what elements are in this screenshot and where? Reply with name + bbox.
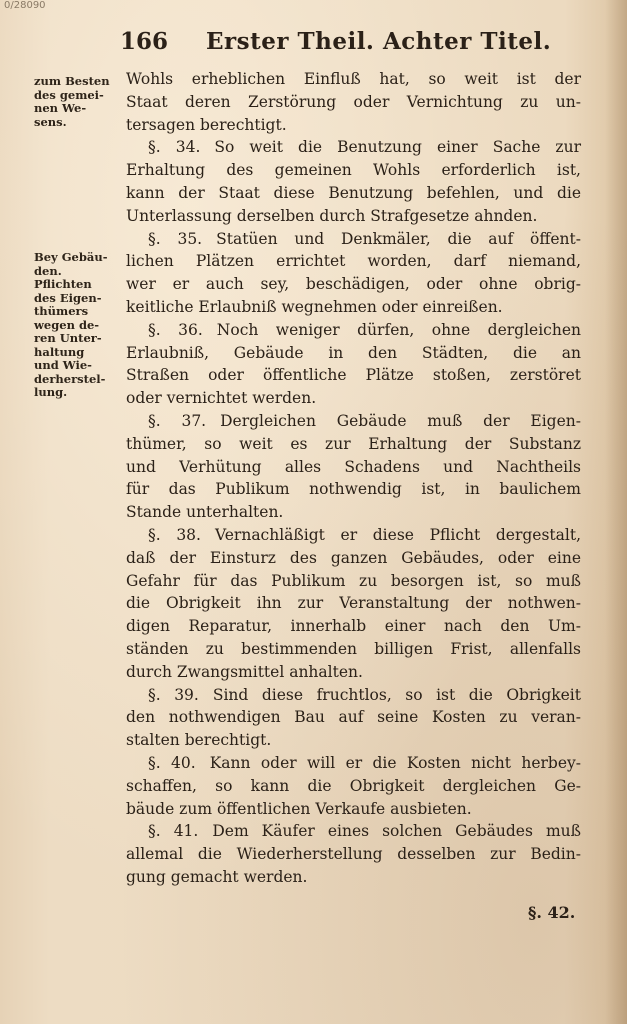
text-line [126, 250, 581, 273]
text-line [126, 615, 581, 638]
paragraph-start-line [126, 410, 581, 433]
text-line [126, 638, 581, 661]
text-line [126, 775, 581, 798]
line-text: gung gemacht werden. [126, 867, 308, 886]
paragraph-start-line [126, 820, 581, 843]
paragraph-start-line [126, 524, 581, 547]
paragraph-number: §. 40. [148, 753, 196, 772]
line-text: keitliche Erlaubniß wegnehmen oder einreißen. [126, 297, 503, 316]
sidenote-line: lung. [34, 385, 68, 399]
paragraph-start-line [126, 752, 581, 775]
line-text: Noch weniger dürfen, ohne dergleichen [216, 320, 581, 339]
archive-stamp: 0/28090 [4, 0, 46, 11]
paragraph-start-line [126, 228, 581, 251]
text-line [126, 296, 581, 319]
text-line [126, 592, 581, 615]
text-line [126, 729, 581, 752]
line-text: allemal die Wiederherstellung desselben zur Bedin- [126, 845, 581, 864]
sidenote-line: Pflichten [34, 277, 92, 291]
line-text: Staat deren Zerstörung oder Vernichtung zu un- [126, 92, 581, 111]
page-edge-shadow [605, 0, 627, 1024]
text-line [126, 456, 581, 479]
text-line [126, 798, 581, 821]
line-text: digen Reparatur, innerhalb einer nach den Um- [126, 617, 581, 636]
text-line [126, 159, 581, 182]
line-text: und Verhütung alles Schadens und Nachtheils [126, 457, 581, 476]
line-text: durch Zwangsmittel anhalten. [126, 662, 363, 681]
text-line [126, 501, 581, 524]
line-text: kann der Staat diese Benutzung befehlen, und die [126, 183, 581, 202]
paragraph-number: §. 35. [148, 229, 203, 248]
text-line [126, 114, 581, 137]
sidenote-line: Bey Gebäu- [34, 250, 108, 264]
line-text: Statüen und Denkmäler, die auf öffent- [216, 229, 581, 248]
sidenote-buildings [34, 251, 120, 400]
line-text: Erhaltung des gemeinen Wohls erforderlich ist, [126, 161, 581, 180]
text-line [126, 182, 581, 205]
line-text: thümer, so weit es zur Erhaltung der Substanz [126, 434, 581, 453]
paragraph-start-line [126, 684, 581, 707]
sidenote-line: des gemei- [34, 87, 104, 102]
text-line [126, 91, 581, 114]
line-text: wer er auch sey, beschädigen, oder ohne obrig- [126, 275, 581, 294]
text-line [126, 205, 581, 228]
catchword: §. 42. [528, 903, 576, 922]
line-text: den nothwendigen Bau auf seine Kosten zu veran- [126, 708, 581, 727]
sidenote-line: derherstel- [34, 371, 106, 386]
sidenote-line: des Eigen- [34, 290, 102, 305]
text-line [126, 364, 581, 387]
line-text: Kann oder will er die Kosten nicht herbey- [209, 753, 581, 772]
line-text: die Obrigkeit ihn zur Veranstaltung der nothwen- [126, 594, 581, 613]
running-head: Erster Theil. Achter Titel. [206, 28, 552, 55]
text-line [126, 661, 581, 684]
sidenote-line: wegen de- [34, 317, 100, 332]
text-line [126, 387, 581, 410]
sidenote-line: und Wie- [34, 358, 92, 372]
line-text: So weit die Benutzung einer Sache zur [214, 138, 581, 157]
sidenote-line: haltung [34, 344, 85, 359]
line-text: bäude zum öffentlichen Verkaufe ausbieten. [126, 799, 472, 818]
text-line [126, 68, 581, 91]
line-text: oder vernichtet werden. [126, 389, 317, 408]
paragraph-start-line [126, 136, 581, 159]
sidenote-line: zum Besten [34, 74, 110, 88]
line-text: Straßen oder öffentliche Plätze stoßen, zerstöret [126, 366, 581, 385]
sidenote-line: ren Unter- [34, 331, 102, 345]
line-text: ständen zu bestimmenden billigen Frist, allenfalls [126, 639, 581, 658]
line-text: Vernachläßigt er diese Pflicht dergestalt, [214, 525, 581, 544]
text-line [126, 570, 581, 593]
sidenote-line: sens. [34, 114, 67, 129]
paragraph-number: §. 34. [148, 138, 201, 157]
page-header [120, 28, 590, 60]
text-line [126, 478, 581, 501]
line-text: daß der Einsturz des ganzen Gebäudes, oder eine [126, 548, 581, 567]
text-line [126, 273, 581, 296]
paragraph-number: §. 39. [148, 685, 199, 704]
line-text: Wohls erheblichen Einfluß hat, so weit ist der [126, 70, 581, 88]
sidenote-line: den. [34, 263, 62, 278]
line-text: Gefahr für das Publikum zu besorgen ist, so muß [126, 571, 581, 590]
line-text: Dem Käufer eines solchen Gebäudes muß [212, 822, 581, 841]
sidenote-line: thümers [34, 304, 89, 318]
line-text: Dergleichen Gebäude muß der Eigen- [220, 411, 581, 430]
line-text: stalten berechtigt. [126, 731, 272, 750]
text-line [126, 706, 581, 729]
line-text: tersagen berechtigt. [126, 115, 287, 134]
line-text: Unterlassung derselben durch Strafgesetze ahnden. [126, 206, 538, 225]
paragraph-number: §. 41. [148, 822, 199, 841]
text-line [126, 433, 581, 456]
line-text: Sind diese fruchtlos, so ist die Obrigkeit [212, 685, 581, 704]
line-text: für das Publikum nothwendig ist, in baulichem [126, 480, 581, 499]
line-text: schaffen, so kann die Obrigkeit dergleichen Ge- [126, 776, 581, 795]
text-line [126, 843, 581, 866]
text-line [126, 342, 581, 365]
line-text: Erlaubniß, Gebäude in den Städten, die an [126, 343, 581, 362]
line-text: Stande unterhalten. [126, 503, 284, 522]
line-text: lichen Plätzen errichtet worden, darf niemand, [126, 252, 581, 271]
sidenote-line: nen We- [34, 101, 87, 115]
page-number: 166 [120, 28, 169, 55]
text-line [126, 547, 581, 570]
body-text [126, 68, 581, 889]
paragraph-number: §. 37. [148, 411, 207, 430]
text-line [126, 866, 581, 889]
paragraph-start-line [126, 319, 581, 342]
sidenote-public-welfare [34, 75, 120, 129]
paragraph-number: §. 38. [148, 525, 201, 544]
paragraph-number: §. 36. [148, 320, 203, 339]
